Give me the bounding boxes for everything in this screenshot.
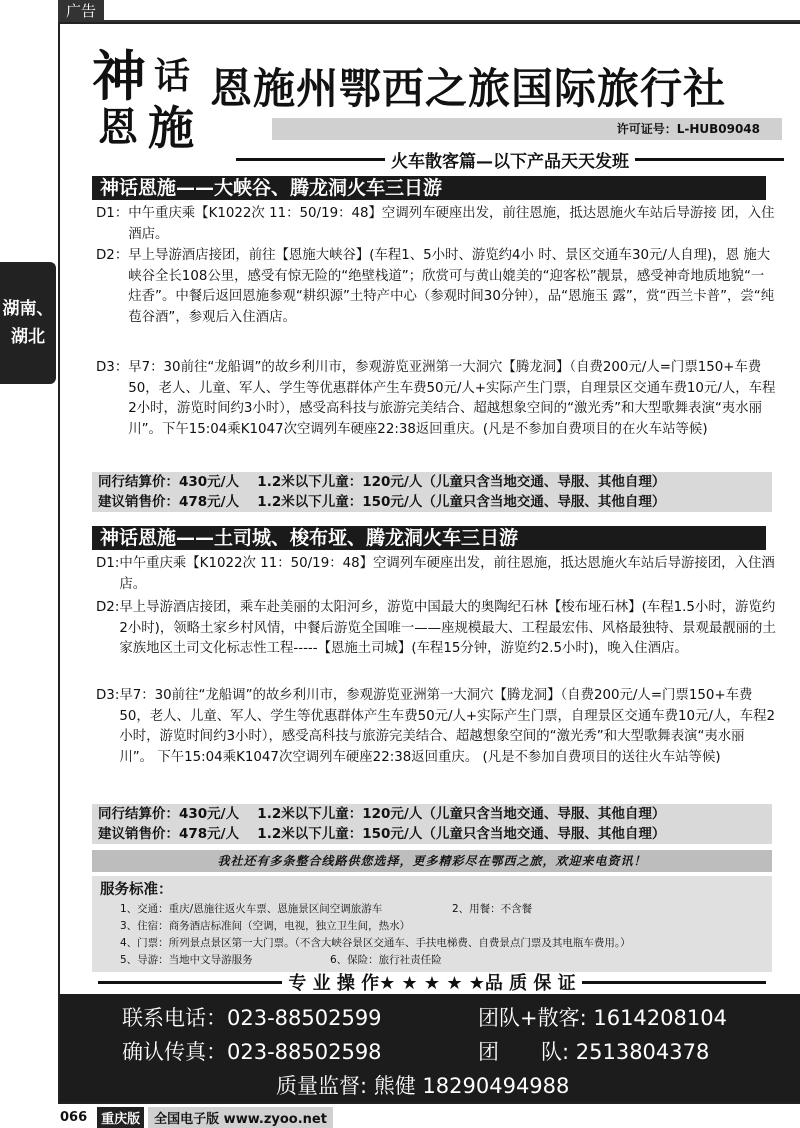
price-line: 建议销售价：478元/人 1.2米以下儿童：150元/人（儿童只含当地交通、导服、其他自理） xyxy=(98,826,666,842)
ad-label: 广告 xyxy=(58,0,104,22)
slogan-text: 专 业 操 作★ ★ ★ ★ ★品 质 保 证 xyxy=(288,973,576,994)
contact-phone: 联系电话：023-88502599 xyxy=(122,1006,382,1030)
price-line: 同行结算价：430元/人 1.2米以下儿童：120元/人（儿童只含当地交通、导服、其他自理） xyxy=(98,474,666,490)
tour-title: 神话恩施——土司城、梭布垭、腾龙洞火车三日游 xyxy=(92,526,766,550)
contact-group: 团队+散客: 1614208104 xyxy=(478,1006,727,1030)
region-tab-line2: 湖北 xyxy=(11,327,45,347)
tour-title: 神话恩施——大峡谷、腾龙洞火车三日游 xyxy=(92,176,766,200)
tour-day xyxy=(96,686,776,768)
price-line: 同行结算价：430元/人 1.2米以下儿童：120元/人（儿童只含当地交通、导服、其他自理） xyxy=(98,806,666,822)
price-box xyxy=(92,472,772,512)
price-line: 建议销售价：478元/人 1.2米以下儿童：150元/人（儿童只含当地交通、导服、其他自理） xyxy=(98,494,666,510)
slogan-line-right xyxy=(582,981,766,984)
logo-char-4: 施 xyxy=(148,101,194,155)
contact-team: 团 队: 2513804378 xyxy=(478,1040,710,1064)
price-box xyxy=(92,804,772,844)
tour-day xyxy=(96,598,776,660)
day-text: 早上导游酒店接团，前往【恩施大峡谷】(车程1、5小时、游览约4小 时、景区交通车30元/人自理)，恩 施大峡谷全长108公里，感受有惊无险的“绝壁栈道”；欣赏可与黄山媲美的“迎客松”靓景，感受神奇地质地貌“一炷香”。中餐后返回恩施参观“耕织源”土特产中心（参观时间30分钟），品“恩施玉 露”，赏“西兰卡普”，尝“纯苞谷酒”，参观后入住酒店。 xyxy=(128,248,775,325)
region-tab-line1: 湖南、 xyxy=(2,299,54,319)
day-label: D1: xyxy=(96,556,120,571)
heading-line-right xyxy=(635,158,784,161)
company-logo xyxy=(92,34,202,155)
contact-panel xyxy=(60,994,800,1102)
day-text: 早7：30前往“龙船调”的故乡利川市，参观游览亚洲第一大洞穴【腾龙洞】（自费200元/人=门票150+车费50，老人、儿童、军人、学生等优惠群体产生车费50元/人+实际产生门票，自理景区交通车费10元/人，车程2小时，游览时间约3小时），感受高科技与旅游完美结合、超越想象空间的“激光秀”和大型歌舞表演“夷水丽川”。 下午15:04乘K1047次空调列车硬座22:38返回重庆。 (凡是不参加自费项目的送往火车站等候) xyxy=(119,688,776,765)
contact-supervisor: 质量监督: 熊健 18290494988 xyxy=(276,1074,570,1098)
promo-banner: 我社还有多条整合线路供您选择，更多精彩尽在鄂西之旅，欢迎来电资讯！ xyxy=(92,850,772,872)
tour-day xyxy=(96,246,776,328)
heading-line-left xyxy=(236,158,385,161)
service-item: 2、用餐：不含餐 xyxy=(452,903,533,915)
footer-website: 全国电子版 www.zyoo.net xyxy=(148,1107,333,1128)
service-item: 1、交通：重庆/恩施往返火车票、恩施景区间空调旅游车 xyxy=(120,903,383,915)
tour-day xyxy=(96,554,776,595)
logo-char-2: 话 xyxy=(154,55,191,97)
service-standards xyxy=(92,876,772,972)
slogan-line-left xyxy=(98,981,282,984)
day-label: D3: xyxy=(96,688,120,703)
edition-label: 重庆版 xyxy=(97,1107,144,1128)
day-label: D1： xyxy=(96,206,129,221)
service-item: 5、导游：当地中文导游服务 xyxy=(120,954,253,966)
day-label: D2： xyxy=(96,248,129,263)
service-item: 4、门票：所列景点景区第一大门票。（不含大峡谷景区交通车、手扶电梯费、自费景点门票及其电瓶车费用。） xyxy=(120,937,631,949)
day-label: D2: xyxy=(96,600,120,615)
logo-char-1: 神 xyxy=(92,44,146,108)
logo-char-3: 恩 xyxy=(98,104,138,151)
day-text: 中午重庆乘【K1022次 11：50/19：48】空调列车硬座出发，前往恩施，抵达恩施火车站后导游接 团，入住酒店。 xyxy=(128,206,775,242)
page-footer xyxy=(60,1106,333,1128)
region-tab xyxy=(0,262,56,384)
day-label: D3： xyxy=(96,360,129,375)
service-item: 6、保险：旅行社责任险 xyxy=(330,954,442,966)
page-number: 066 xyxy=(60,1109,88,1125)
company-name: 恩施州鄂西之旅国际旅行社 xyxy=(210,64,727,113)
day-text: 早上导游酒店接团，乘车赴美丽的太阳河乡，游览中国最大的奥陶纪石林【梭布垭石林】(车程1.5小时，游览约2小时)，领略土家乡村风情，中餐后游览全国唯一——座规模最大、工程最宏伟、风格最独特、景观最靓丽的土家族地区土司文化标志性工程-----【恩施土司城】(车程15分钟，游览约2.5小时)，晚入住酒店。 xyxy=(119,600,776,656)
day-text: 中午重庆乘【K1022次 11：50/19：48】空调列车硬座出发，前往恩施，抵达恩施火车站后导游接团，入住酒店。 xyxy=(119,556,775,592)
section-heading-text: 火车散客篇—以下产品天天发班 xyxy=(391,151,629,172)
section-heading xyxy=(230,146,790,172)
day-text: 早7：30前往“龙船调”的故乡利川市，参观游览亚洲第一大洞穴【腾龙洞】（自费200元/人=门票150+车费50，老人、儿童、军人、学生等优惠群体产生车费50元/人+实际产生门票，自理景区交通车费10元/人，车程2小时，游览时间约3小时），感受高科技与旅游完美结合、超越想象空间的“激光秀”和大型歌舞表演“夷水丽川”。下午15:04乘K1047次空调列车硬座22:38返回重庆。(凡是不参加自费项目的在火车站等候) xyxy=(128,360,776,437)
tour-day xyxy=(96,204,776,245)
contact-fax: 确认传真：023-88502598 xyxy=(122,1040,382,1064)
service-title: 服务标准： xyxy=(100,882,173,898)
quality-slogan xyxy=(92,970,772,994)
service-item: 3、住宿：商务酒店标准间（空调，电视，独立卫生间，热水） xyxy=(120,920,411,932)
tour-day xyxy=(96,358,776,440)
license-number: 许可证号：L-HUB09048 xyxy=(272,118,782,140)
